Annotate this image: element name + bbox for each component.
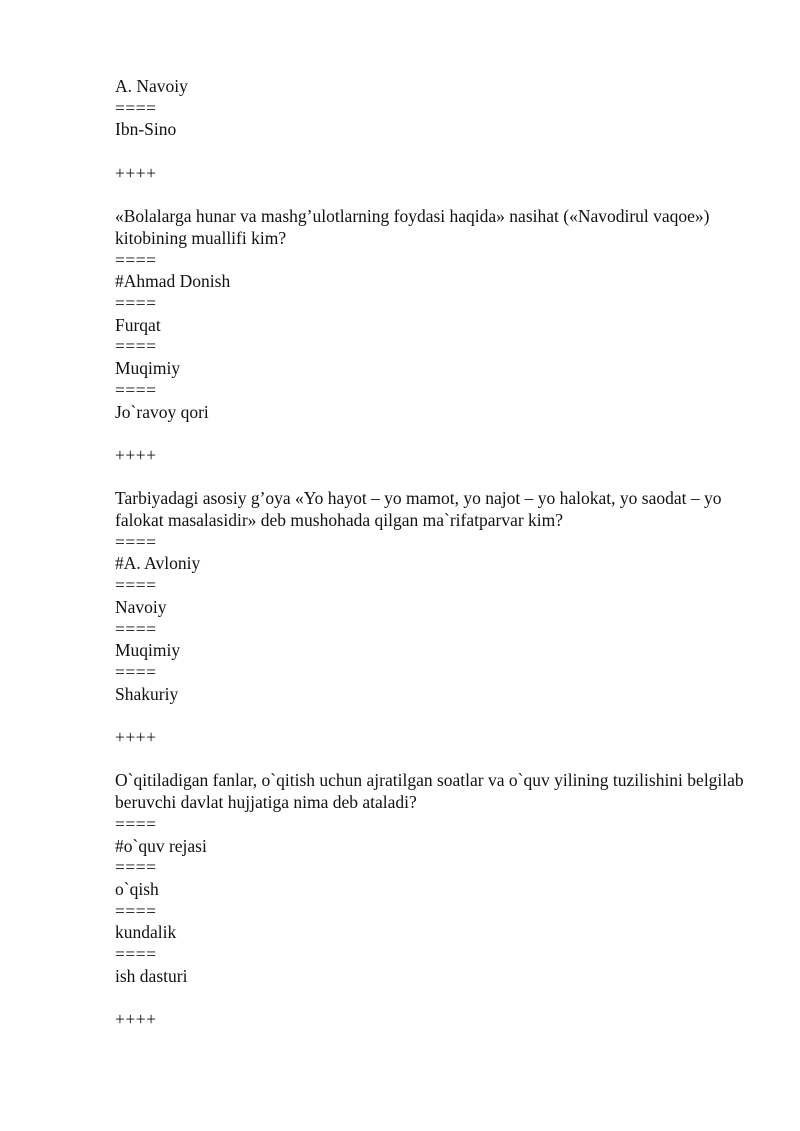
question-block	[115, 206, 755, 488]
question-separator: ++++	[115, 162, 157, 183]
answer-separator: ====	[115, 249, 157, 270]
answer-separator: ====	[115, 379, 157, 400]
answer-separator: ====	[115, 575, 157, 596]
answer-separator: ====	[115, 944, 157, 965]
question-block	[115, 770, 755, 1030]
answer-option: Muqimiy	[115, 640, 181, 661]
question-text: O`qitiladigan fanlar, o`qitish uchun ajratilgan soatlar va o`quv yilining tuzilishini belgilab beruvchi davlat hujjatiga nima deb ataladi?	[115, 770, 744, 813]
question-block	[115, 76, 755, 206]
answer-option: Jo`ravoy qori	[115, 401, 209, 422]
answer-option-correct: #A. Avloniy	[115, 553, 201, 574]
answer-separator: ====	[115, 900, 157, 921]
answer-separator: ====	[115, 293, 157, 313]
answer-option: Navoiy	[115, 596, 167, 617]
answer-separator: ====	[115, 661, 157, 682]
answer-option: Shakuriy	[115, 683, 179, 704]
document-page	[115, 76, 755, 1031]
answer-option: kundalik	[115, 922, 177, 943]
answer-separator: ====	[115, 336, 157, 357]
answer-option-correct: #Ahmad Donish	[115, 271, 231, 292]
answer-option: Ibn-Sino	[115, 119, 177, 140]
answer-separator: ====	[115, 531, 157, 552]
question-text: Tarbiyadagi asosiy g’oya «Yo hayot – yo mamot, yo najot – yo halokat, yo saodat – yo falokat masalasidir» deb mushohada qilgan ma`rifatparvar kim?	[115, 488, 722, 530]
answer-option: ish dasturi	[115, 965, 188, 986]
answer-option: A. Navoiy	[115, 76, 188, 96]
answer-option-correct: #o`quv rejasi	[115, 835, 207, 856]
answer-separator: ====	[115, 97, 157, 118]
answer-separator: ====	[115, 857, 157, 878]
question-text: «Bolalarga hunar va mashg’ulotlarning foydasi haqida» nasihat («Navodirul vaqoe») kitobining muallifi kim?	[115, 206, 710, 248]
question-separator: ++++	[115, 1009, 157, 1030]
question-block	[115, 488, 755, 770]
question-separator: ++++	[115, 444, 157, 465]
answer-option: o`qish	[115, 878, 159, 899]
answer-separator: ====	[115, 618, 157, 639]
question-separator: ++++	[115, 727, 157, 748]
answer-option: Muqimiy	[115, 358, 181, 379]
answer-separator: ====	[115, 813, 157, 834]
answer-option: Furqat	[115, 314, 161, 335]
